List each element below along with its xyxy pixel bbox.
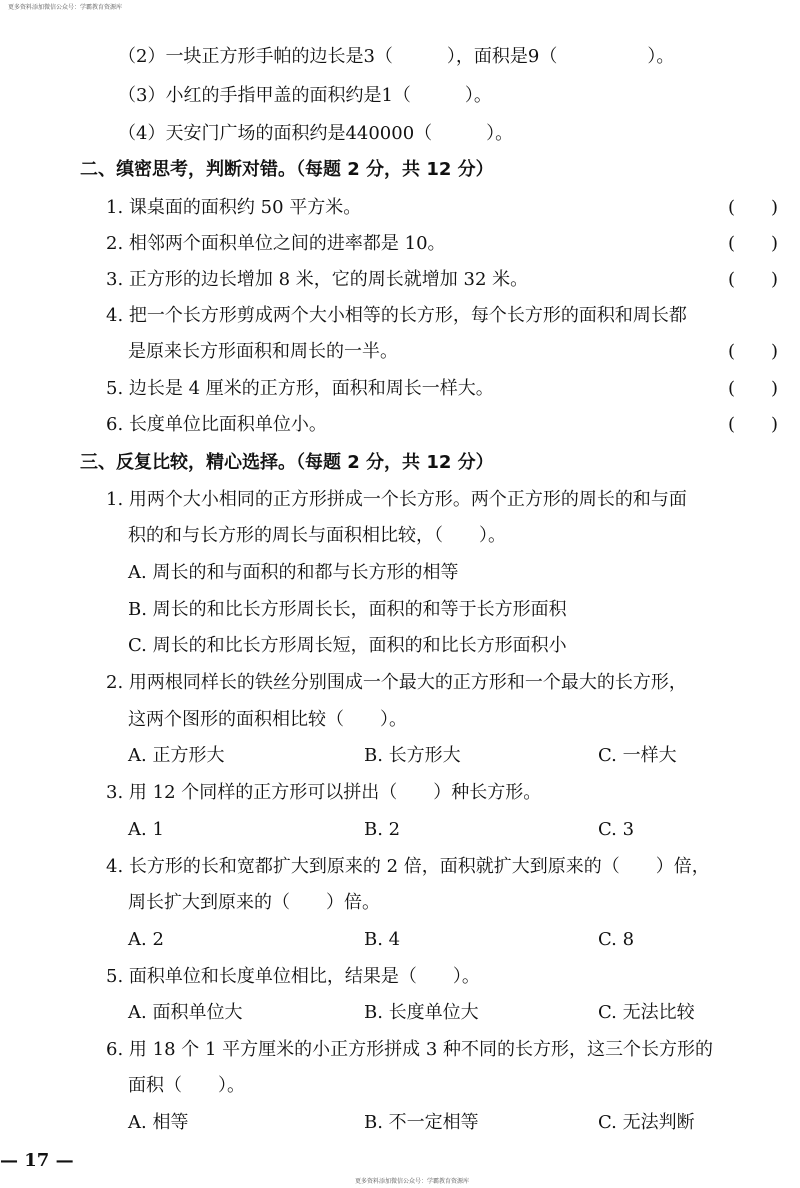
part1-item-3: （3）小红的手指甲盖的面积约是1（ ）。 xyxy=(118,85,492,106)
s2-item-3-blank[interactable]: ( ) xyxy=(727,269,778,290)
part1-item-4: （4）天安门广场的面积约是440000（ ）。 xyxy=(118,123,514,144)
s3-q6-option-b[interactable]: B. 不一定相等 xyxy=(364,1112,479,1133)
s2-item-4-blank[interactable]: ( ) xyxy=(727,341,778,362)
s2-item-1-blank[interactable]: ( ) xyxy=(727,197,778,218)
s2-item-2-blank[interactable]: ( ) xyxy=(727,233,778,254)
s3-q6-option-c[interactable]: C. 无法判断 xyxy=(598,1112,695,1133)
s3-q1-line2: 积的和与长方形的周长与面积相比较，（ ）。 xyxy=(128,525,506,546)
s3-q3-option-c[interactable]: C. 3 xyxy=(598,819,635,840)
bottom-note: 更多资料添加微信公众号：学霸教育资源库 xyxy=(355,1178,470,1185)
s2-item-5-blank[interactable]: ( ) xyxy=(727,378,778,399)
s3-q2-option-a[interactable]: A. 正方形大 xyxy=(128,745,225,766)
s3-q1-option-b[interactable]: B. 周长的和比长方形周长长，面积的和等于长方形面积 xyxy=(128,599,567,620)
s3-q6-line2: 面积（ ）。 xyxy=(128,1075,245,1096)
s2-item-5: 5. 边长是 4 厘米的正方形，面积和周长一样大。 xyxy=(106,378,494,399)
top-note: 更多资料添加微信公众号：学霸教育资源库 xyxy=(8,4,123,11)
s2-item-3: 3. 正方形的边长增加 8 米，它的周长就增加 32 米。 xyxy=(106,269,529,290)
s3-q3-line1: 3. 用 12 个同样的正方形可以拼出（ ）种长方形。 xyxy=(106,782,542,803)
s2-item-1: 1. 课桌面的面积约 50 平方米。 xyxy=(106,197,362,218)
section3-title: 三、反复比较，精心选择。（每题 2 分，共 12 分） xyxy=(80,452,494,473)
s3-q5-option-c[interactable]: C. 无法比较 xyxy=(598,1002,695,1023)
s3-q2-line1: 2. 用两根同样长的铁丝分别围成一个最大的正方形和一个最大的长方形， xyxy=(106,672,687,693)
s3-q3-option-b[interactable]: B. 2 xyxy=(364,819,401,840)
s3-q2-line2: 这两个图形的面积相比较（ ）。 xyxy=(128,709,407,730)
s2-item-4-cont: 是原来长方形面积和周长的一半。 xyxy=(128,341,398,362)
s3-q2-option-b[interactable]: B. 长方形大 xyxy=(364,745,461,766)
s3-q5-line1: 5. 面积单位和长度单位相比，结果是（ ）。 xyxy=(106,966,480,987)
s3-q1-option-a[interactable]: A. 周长的和与面积的和都与长方形的相等 xyxy=(128,562,459,583)
s3-q4-line1: 4. 长方形的长和宽都扩大到原来的 2 倍，面积就扩大到原来的（ ）倍， xyxy=(106,856,710,877)
s3-q4-option-c[interactable]: C. 8 xyxy=(598,929,635,950)
s3-q2-option-c[interactable]: C. 一样大 xyxy=(598,745,677,766)
s3-q6-line1: 6. 用 18 个 1 平方厘米的小正方形拼成 3 种不同的长方形，这三个长方形的 xyxy=(106,1039,714,1060)
s3-q4-option-b[interactable]: B. 4 xyxy=(364,929,401,950)
s2-item-6-blank[interactable]: ( ) xyxy=(727,414,778,435)
s3-q5-option-b[interactable]: B. 长度单位大 xyxy=(364,1002,479,1023)
s2-item-2: 2. 相邻两个面积单位之间的进率都是 10。 xyxy=(106,233,446,254)
section2-title: 二、缜密思考，判断对错。（每题 2 分，共 12 分） xyxy=(80,159,494,180)
page-number: — 17 — xyxy=(0,1150,74,1171)
s3-q4-option-a[interactable]: A. 2 xyxy=(128,929,164,950)
s3-q4-line2: 周长扩大到原来的（ ）倍。 xyxy=(128,892,380,913)
s3-q3-option-a[interactable]: A. 1 xyxy=(128,819,164,840)
s3-q1-line1: 1. 用两个大小相同的正方形拼成一个长方形。两个正方形的周长的和与面 xyxy=(106,489,687,510)
s3-q6-option-a[interactable]: A. 相等 xyxy=(128,1112,189,1133)
s2-item-6: 6. 长度单位比面积单位小。 xyxy=(106,414,327,435)
s3-q1-option-c[interactable]: C. 周长的和比长方形周长短，面积的和比长方形面积小 xyxy=(128,635,567,656)
s2-item-4: 4. 把一个长方形剪成两个大小相等的长方形，每个长方形的面积和周长都 xyxy=(106,305,687,326)
s3-q5-option-a[interactable]: A. 面积单位大 xyxy=(128,1002,243,1023)
part1-item-2: （2）一块正方形手帕的边长是3（ ），面积是9（ ）。 xyxy=(118,46,675,67)
